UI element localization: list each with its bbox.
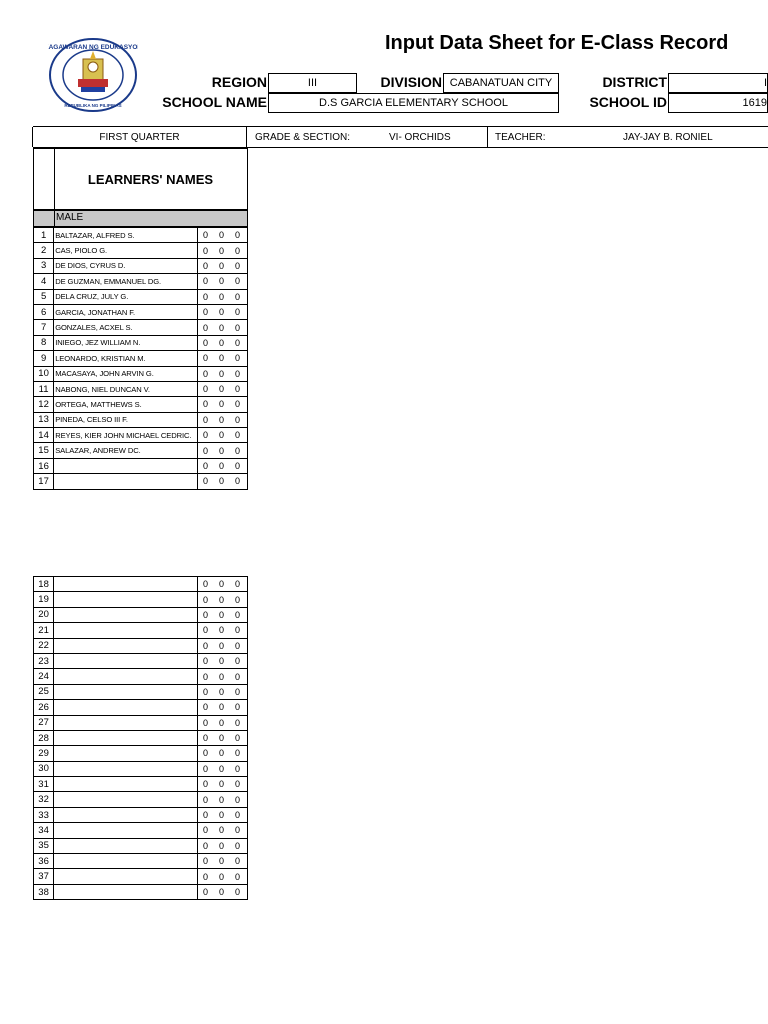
score-value: 0 [203,579,209,590]
score-value: 0 [219,384,225,395]
score-value: 0 [203,445,209,456]
table-row [34,854,248,869]
score-value: 0 [219,276,225,287]
score-cell [197,577,247,592]
row-number: 14 [34,428,54,443]
row-number: 32 [34,792,54,807]
score-value: 0 [219,609,225,620]
score-value: 0 [203,779,209,790]
score-value: 0 [219,871,225,882]
score-cell [197,320,247,335]
table-row [34,730,248,745]
learner-name-cell[interactable] [54,458,197,473]
region-field[interactable]: III [268,73,357,93]
score-value: 0 [203,260,209,271]
row-number: 28 [34,730,54,745]
row-number: 18 [34,577,54,592]
score-value: 0 [203,640,209,651]
score-value: 0 [235,245,241,256]
score-cell [197,746,247,761]
score-cell [197,730,247,745]
row-number: 37 [34,869,54,884]
table-row [34,669,248,684]
table-row [34,335,248,350]
district-field[interactable] [668,73,768,93]
learner-name-cell[interactable] [54,746,197,761]
score-value: 0 [235,461,241,472]
score-value: 0 [203,414,209,425]
score-value: 0 [203,794,209,805]
row-number: 5 [34,289,54,304]
table-row [34,412,248,427]
table-row [34,443,248,458]
score-value: 0 [219,461,225,472]
learner-name-cell[interactable] [54,730,197,745]
score-value: 0 [235,579,241,590]
learner-name-cell[interactable] [54,854,197,869]
row-number: 2 [34,243,54,258]
learner-name-cell[interactable]: DELA CRUZ, JULY G. [54,289,197,304]
class-info-bar [33,126,768,148]
learner-name-cell[interactable] [54,715,197,730]
table-row [34,577,248,592]
score-value: 0 [219,579,225,590]
score-value: 0 [235,671,241,682]
learner-name-cell[interactable]: DE DIOS, CYRUS D. [54,258,197,273]
score-value: 0 [235,594,241,605]
row-number: 22 [34,638,54,653]
score-value: 0 [203,476,209,487]
score-value: 0 [203,399,209,410]
score-value: 0 [235,307,241,318]
score-value: 0 [203,733,209,744]
row-number: 35 [34,838,54,853]
row-number: 36 [34,854,54,869]
row-number: 3 [34,258,54,273]
learner-name-cell[interactable] [54,623,197,638]
row-number: 15 [34,443,54,458]
score-cell [197,869,247,884]
score-cell [197,274,247,289]
score-cell [197,777,247,792]
score-value: 0 [235,702,241,713]
score-value: 0 [219,476,225,487]
score-value: 0 [219,779,225,790]
score-value: 0 [203,702,209,713]
grade-section-value[interactable]: VI- ORCHIDS [389,131,451,143]
score-cell [197,243,247,258]
learners-table-male [33,227,248,490]
score-value: 0 [235,609,241,620]
learner-name-cell[interactable] [54,700,197,715]
table-row [34,474,248,489]
table-row [34,320,248,335]
learner-name-cell[interactable] [54,638,197,653]
score-value: 0 [203,368,209,379]
score-value: 0 [219,748,225,759]
row-number: 1 [34,228,54,243]
score-value: 0 [235,625,241,636]
score-value: 0 [219,399,225,410]
score-cell [197,638,247,653]
grade-section-label: GRADE & SECTION: [255,131,351,143]
score-value: 0 [235,640,241,651]
score-value: 0 [235,260,241,271]
division-label: DIVISION [380,74,442,90]
learner-name-cell[interactable] [54,838,197,853]
score-value: 0 [203,230,209,241]
row-number: 6 [34,304,54,319]
row-number: 21 [34,623,54,638]
row-number: 38 [34,884,54,899]
row-number: 12 [34,397,54,412]
score-value: 0 [219,733,225,744]
table-row [34,289,248,304]
learner-name-cell[interactable]: DE GUZMAN, EMMANUEL DG. [54,274,197,289]
teacher-value[interactable]: JAY-JAY B. RONIEL [623,131,713,143]
score-value: 0 [235,368,241,379]
score-value: 0 [235,733,241,744]
score-cell [197,761,247,776]
learner-name-cell[interactable] [54,684,197,699]
score-value: 0 [203,337,209,348]
learner-name-cell[interactable] [54,474,197,489]
teacher-label: TEACHER: [495,131,546,143]
table-row [34,838,248,853]
score-value: 0 [203,461,209,472]
score-value: 0 [219,686,225,697]
score-cell [197,335,247,350]
score-cell [197,304,247,319]
table-row [34,607,248,622]
score-value: 0 [235,794,241,805]
table-row [34,869,248,884]
score-value: 0 [219,353,225,364]
score-value: 0 [235,871,241,882]
district-label: DISTRICT [602,74,667,90]
row-number: 25 [34,684,54,699]
table-row [34,715,248,730]
score-cell [197,592,247,607]
learner-name-cell[interactable]: GONZALES, ACXEL S. [54,320,197,335]
score-value: 0 [203,763,209,774]
logo-text-bottom: REPUBLIKA NG PILIPINAS [64,103,122,108]
score-value: 0 [219,245,225,256]
learner-name-cell[interactable] [54,577,197,592]
score-value: 0 [235,399,241,410]
score-value: 0 [203,276,209,287]
row-number: 16 [34,458,54,473]
learner-name-cell[interactable] [54,653,197,668]
score-value: 0 [203,871,209,882]
score-value: 0 [235,810,241,821]
score-value: 0 [203,840,209,851]
score-value: 0 [235,887,241,897]
score-cell [197,607,247,622]
learner-name-cell[interactable]: BALTAZAR, ALFRED S. [54,228,197,243]
score-cell [197,669,247,684]
learner-name-cell[interactable]: CAS, PIOLO G. [54,243,197,258]
score-cell [197,397,247,412]
page-title: Input Data Sheet for E-Class Record [385,32,729,54]
row-number: 24 [34,669,54,684]
table-row [34,792,248,807]
score-value: 0 [219,291,225,302]
deped-seal-icon [48,37,138,113]
row-number: 4 [34,274,54,289]
learner-name-cell[interactable]: INIEGO, JEZ WILLIAM N. [54,335,197,350]
score-value: 0 [203,887,209,897]
score-value: 0 [203,245,209,256]
row-number: 10 [34,366,54,381]
score-value: 0 [235,656,241,667]
table-row [34,274,248,289]
score-value: 0 [235,414,241,425]
score-value: 0 [219,322,225,333]
score-value: 0 [235,856,241,867]
row-number: 23 [34,653,54,668]
score-value: 0 [235,825,241,836]
row-number: 30 [34,761,54,776]
row-number: 31 [34,777,54,792]
score-value: 0 [203,609,209,620]
score-cell [197,428,247,443]
score-value: 0 [203,291,209,302]
score-cell [197,381,247,396]
score-value: 0 [219,856,225,867]
score-value: 0 [235,763,241,774]
row-number: 26 [34,700,54,715]
table-row [34,884,248,899]
row-number: 8 [34,335,54,350]
learner-name-cell[interactable]: MACASAYA, JOHN ARVIN G. [54,366,197,381]
score-value: 0 [203,825,209,836]
score-value: 0 [235,748,241,759]
learner-name-cell[interactable]: GARCIA, JONATHAN F. [54,304,197,319]
score-cell [197,838,247,853]
score-value: 0 [235,445,241,456]
score-value: 0 [203,430,209,441]
score-cell [197,458,247,473]
score-value: 0 [203,856,209,867]
table-row [34,592,248,607]
learners-table-continued [33,576,248,900]
score-value: 0 [235,276,241,287]
logo-text-top: KAGAWARAN NG EDUKASYON [48,44,138,51]
table-row [34,777,248,792]
score-cell [197,854,247,869]
score-value: 0 [203,717,209,728]
row-number: 7 [34,320,54,335]
table-row [34,428,248,443]
score-cell [197,823,247,838]
learner-name-cell[interactable]: SALAZAR, ANDREW DC. [54,443,197,458]
row-number: 33 [34,807,54,822]
school-name-field[interactable]: D.S GARCIA ELEMENTARY SCHOOL [268,93,559,113]
learner-name-cell[interactable] [54,823,197,838]
region-label: REGION [211,74,267,90]
score-value: 0 [203,748,209,759]
score-value: 0 [219,887,225,897]
score-value: 0 [235,430,241,441]
row-number: 9 [34,351,54,366]
score-value: 0 [219,368,225,379]
table-row [34,228,248,243]
score-cell [197,700,247,715]
score-cell [197,684,247,699]
score-value: 0 [219,337,225,348]
score-value: 0 [203,656,209,667]
table-row [34,746,248,761]
row-number: 27 [34,715,54,730]
score-value: 0 [219,671,225,682]
score-value: 0 [203,625,209,636]
learner-name-cell[interactable]: PINEDA, CELSO III F. [54,412,197,427]
table-row [34,381,248,396]
row-number: 17 [34,474,54,489]
score-value: 0 [235,337,241,348]
row-number: 34 [34,823,54,838]
table-row [34,351,248,366]
table-row [34,397,248,412]
male-section-band [33,210,248,227]
score-value: 0 [219,702,225,713]
learner-name-cell[interactable] [54,807,197,822]
learner-name-cell[interactable] [54,869,197,884]
table-row [34,823,248,838]
score-value: 0 [219,794,225,805]
score-value: 0 [203,686,209,697]
score-cell [197,474,247,489]
score-cell [197,807,247,822]
score-value: 0 [235,230,241,241]
table-row [34,638,248,653]
score-cell [197,366,247,381]
score-value: 0 [219,594,225,605]
table-row [34,258,248,273]
score-value: 0 [219,430,225,441]
score-cell [197,443,247,458]
score-cell [197,623,247,638]
score-value: 0 [203,384,209,395]
learner-name-cell[interactable] [54,607,197,622]
table-row [34,807,248,822]
score-value: 0 [219,414,225,425]
score-value: 0 [235,291,241,302]
learner-name-cell[interactable] [54,777,197,792]
school-id-field[interactable] [668,93,768,113]
table-row [34,700,248,715]
score-value: 0 [203,810,209,821]
score-value: 0 [203,594,209,605]
table-row [34,458,248,473]
row-number: 13 [34,412,54,427]
score-value: 0 [203,307,209,318]
school-id-label: SCHOOL ID [589,94,667,110]
learner-name-cell[interactable] [54,884,197,899]
row-number: 20 [34,607,54,622]
score-value: 0 [235,476,241,487]
district-value: I [763,77,767,89]
table-row [34,653,248,668]
division-field[interactable]: CABANATUAN CITY [443,73,559,93]
score-value: 0 [219,656,225,667]
learner-name-cell[interactable] [54,669,197,684]
quarter-label: FIRST QUARTER [99,131,180,143]
score-value: 0 [235,322,241,333]
score-value: 0 [203,322,209,333]
table-row [34,304,248,319]
score-value: 0 [235,779,241,790]
learner-name-cell[interactable] [54,592,197,607]
row-number: 29 [34,746,54,761]
school-id-value: 1619 [742,97,767,109]
row-number: 11 [34,381,54,396]
learners-header [33,148,248,210]
score-value: 0 [219,763,225,774]
learner-name-cell[interactable]: REYES, KIER JOHN MICHAEL CEDRIC. [54,428,197,443]
learner-name-cell[interactable] [54,761,197,776]
school-name-label: SCHOOL NAME [162,94,267,110]
score-value: 0 [219,445,225,456]
score-value: 0 [235,686,241,697]
score-value: 0 [219,717,225,728]
score-cell [197,228,247,243]
score-value: 0 [235,840,241,851]
table-row [34,243,248,258]
table-row [34,623,248,638]
table-row [34,684,248,699]
learner-name-cell[interactable]: ORTEGA, MATTHEWS S. [54,397,197,412]
learner-name-cell[interactable] [54,792,197,807]
score-cell [197,289,247,304]
score-value: 0 [219,640,225,651]
learner-name-cell[interactable]: LEONARDO, KRISTIAN M. [54,351,197,366]
learners-names-heading: LEARNERS' NAMES [87,171,214,187]
score-cell [197,792,247,807]
score-cell [197,653,247,668]
score-value: 0 [235,384,241,395]
score-value: 0 [203,353,209,364]
row-number: 19 [34,592,54,607]
table-row [34,366,248,381]
score-value: 0 [235,353,241,364]
score-value: 0 [219,825,225,836]
score-value: 0 [203,671,209,682]
learner-name-cell[interactable]: NABONG, NIEL DUNCAN V. [54,381,197,396]
score-value: 0 [219,307,225,318]
score-value: 0 [235,717,241,728]
score-cell [197,351,247,366]
score-value: 0 [219,260,225,271]
score-cell [197,715,247,730]
score-value: 0 [219,840,225,851]
score-cell [197,412,247,427]
male-label: MALE [56,212,84,223]
score-cell [197,258,247,273]
table-row [34,761,248,776]
score-value: 0 [219,230,225,241]
score-value: 0 [219,810,225,821]
score-value: 0 [219,625,225,636]
score-cell [197,884,247,899]
